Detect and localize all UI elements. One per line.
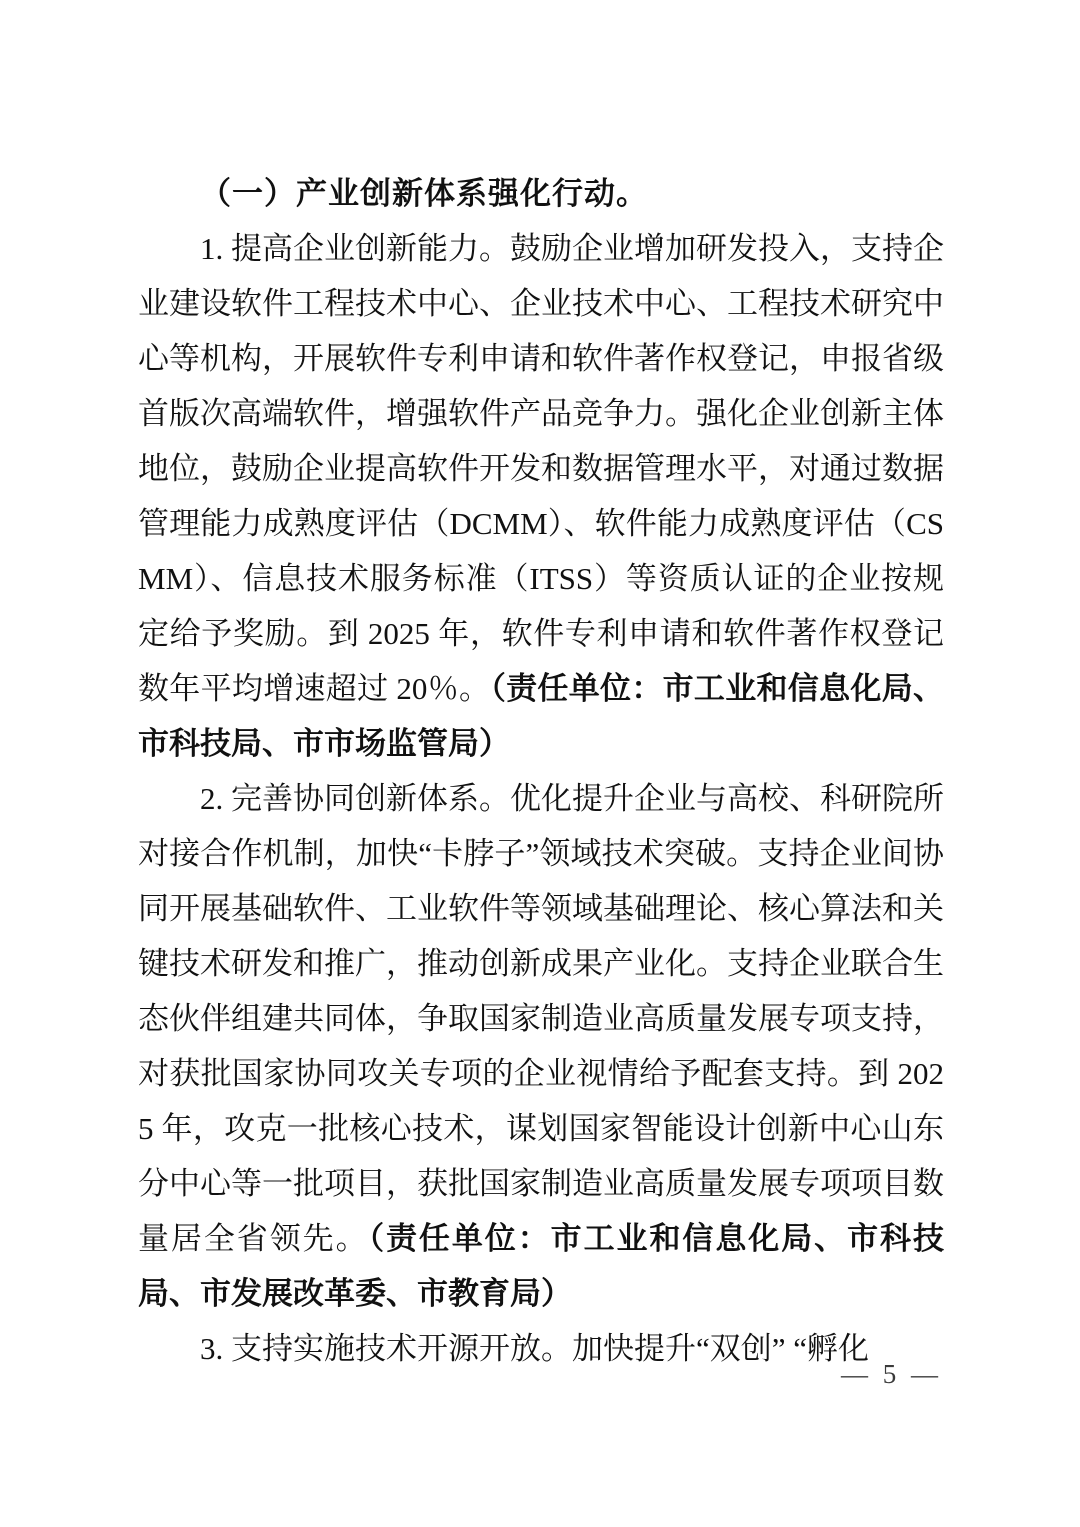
responsibility-unit-text: （责任单位：市工业和信息化局、市科技局、市市场监管局） [138,671,944,761]
body-text: 3. 支持实施技术开源开放。加快提升“双创” “孵化 [200,1331,870,1366]
paragraph-item-2 [138,771,944,1321]
paragraph-item-1 [138,221,944,771]
section-heading: （一）产业创新体系强化行动。 [200,176,648,211]
paragraph-item-3 [138,1321,944,1376]
body-text: 1. 提高企业创新能力。鼓励企业增加研发投入，支持企业建设软件工程技术中心、企业技术中心、工程技术研究中心等机构，开展软件专利申请和软件著作权登记，申报省级首版次高端软件，增强软件产品竞争力。强化企业创新主体地位，鼓励企业提高软件开发和数据管理水平，对通过数据管理能力成熟度评估（DCMM）、软件能力成熟度评估（CSMM）、信息技术服务标准（ITSS）等资质认证的企业按规定给予奖励。到 2025 年，软件专利申请和软件著作权登记数年平均增速超过 20％。 [138,231,944,706]
page-number: — 5 — [841,1359,942,1389]
document-body [138,166,944,1376]
body-text: 2. 完善协同创新体系。优化提升企业与高校、科研院所对接合作机制，加快“卡脖子”领域技术突破。支持企业间协同开展基础软件、工业软件等领域基础理论、核心算法和关键技术研发和推广，推动创新成果产业化。支持企业联合生态伙伴组建共同体，争取国家制造业高质量发展专项支持，对获批国家协同攻关专项的企业视情给予配套支持。到 2025 年，攻克一批核心技术，谋划国家智能设计创新中心山东分中心等一批项目，获批国家制造业高质量发展专项项目数量居全省领先。 [138,781,944,1256]
responsibility-unit-text: （责任单位：市工业和信息化局、市科技局、市发展改革委、市教育局） [138,1221,944,1311]
page-footer [841,1358,942,1390]
paragraphs-container [138,221,944,1376]
